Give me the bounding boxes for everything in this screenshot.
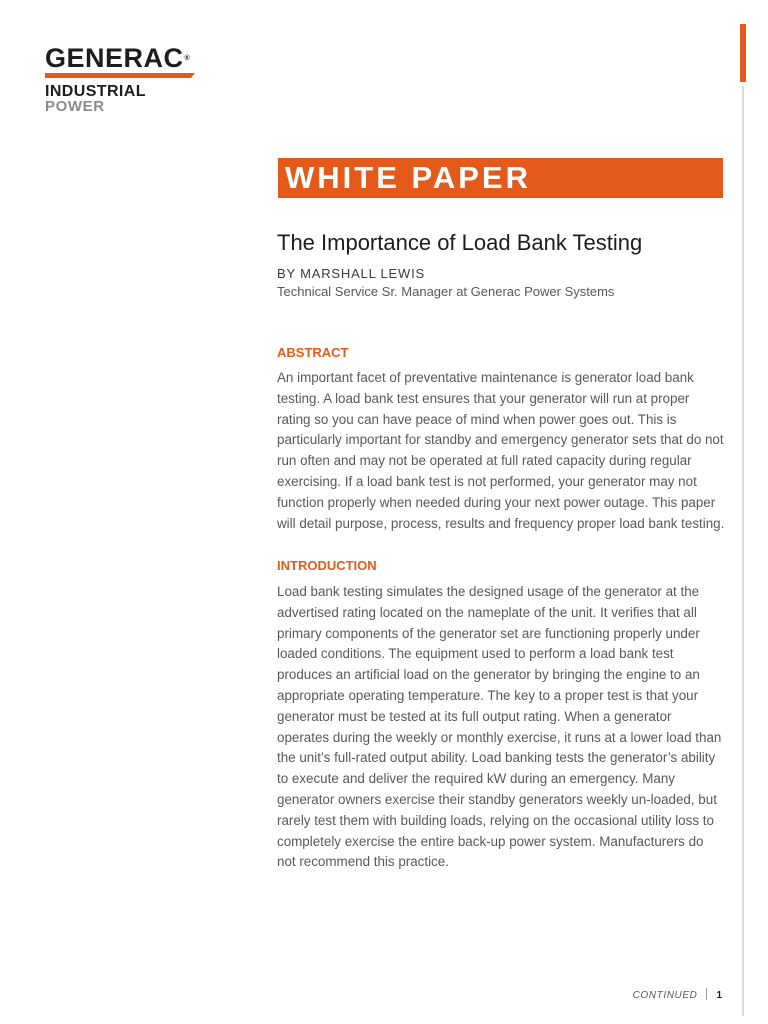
document-title: The Importance of Load Bank Testing xyxy=(277,230,643,255)
page-footer xyxy=(633,988,722,1003)
author-byline: BY MARSHALL LEWIS xyxy=(277,266,425,281)
white-paper-label: WHITE PAPER xyxy=(285,160,531,195)
logo-power-text: POWER xyxy=(45,98,105,115)
continued-label: CONTINUED xyxy=(632,990,698,1001)
logo-swoosh-icon xyxy=(45,73,195,78)
abstract-heading: ABSTRACT xyxy=(277,345,349,360)
introduction-body: Load bank testing simulates the designed usage of the generator at the advertised rating located on the nameplate of the unit. It verifies that all primary components of the generator set are functioning properly under loaded conditions. The equipment used to perform a load bank test produces an artificial load on the generator by bringing the engine to an appropriate operating temperature. The key to a proper test is that your generator must be tested at its full output rating. When a generator operates during the weekly or monthly exercise, it runs at a lower load than the unit’s full-rated output ability. Load banking tests the generator’s ability to execute and deliver the required kW during an emergency. Many generator owners exercise their standby generators weekly un-loaded, but rarely test them with building loads, relying on the occasional utility loss to completely exercise the entire back-up power system. Manufacturers do not recommend this practice. xyxy=(277,584,722,870)
abstract-body: An important facet of preventative maintenance is generator load bank testing. A load bank test ensures that your generator will run at proper rating so you can have peace of mind when power goes out. This is particularly important for standby and emergency generator sets that do not run often and may not be operated at full rated capacity during regular exercising. If a load bank test is not performed, your generator may not function properly when needed during your next power outage. This paper will detail purpose, process, results and frequency proper load bank testing. xyxy=(277,370,725,531)
side-divider-line xyxy=(742,86,744,1016)
side-accent-bar xyxy=(740,24,746,82)
introduction-heading: INTRODUCTION xyxy=(277,558,377,573)
footer-separator xyxy=(706,988,707,1000)
page-number: 1 xyxy=(716,990,722,1001)
author-affiliation: Technical Service Sr. Manager at Generac Power Systems xyxy=(277,284,615,299)
logo-registered-mark: ® xyxy=(184,55,191,62)
logo-industrial-text: INDUSTRIAL xyxy=(45,83,146,100)
generac-logo xyxy=(45,44,205,114)
white-paper-banner xyxy=(278,158,723,198)
logo-brand-text: GENERAC xyxy=(45,43,184,73)
